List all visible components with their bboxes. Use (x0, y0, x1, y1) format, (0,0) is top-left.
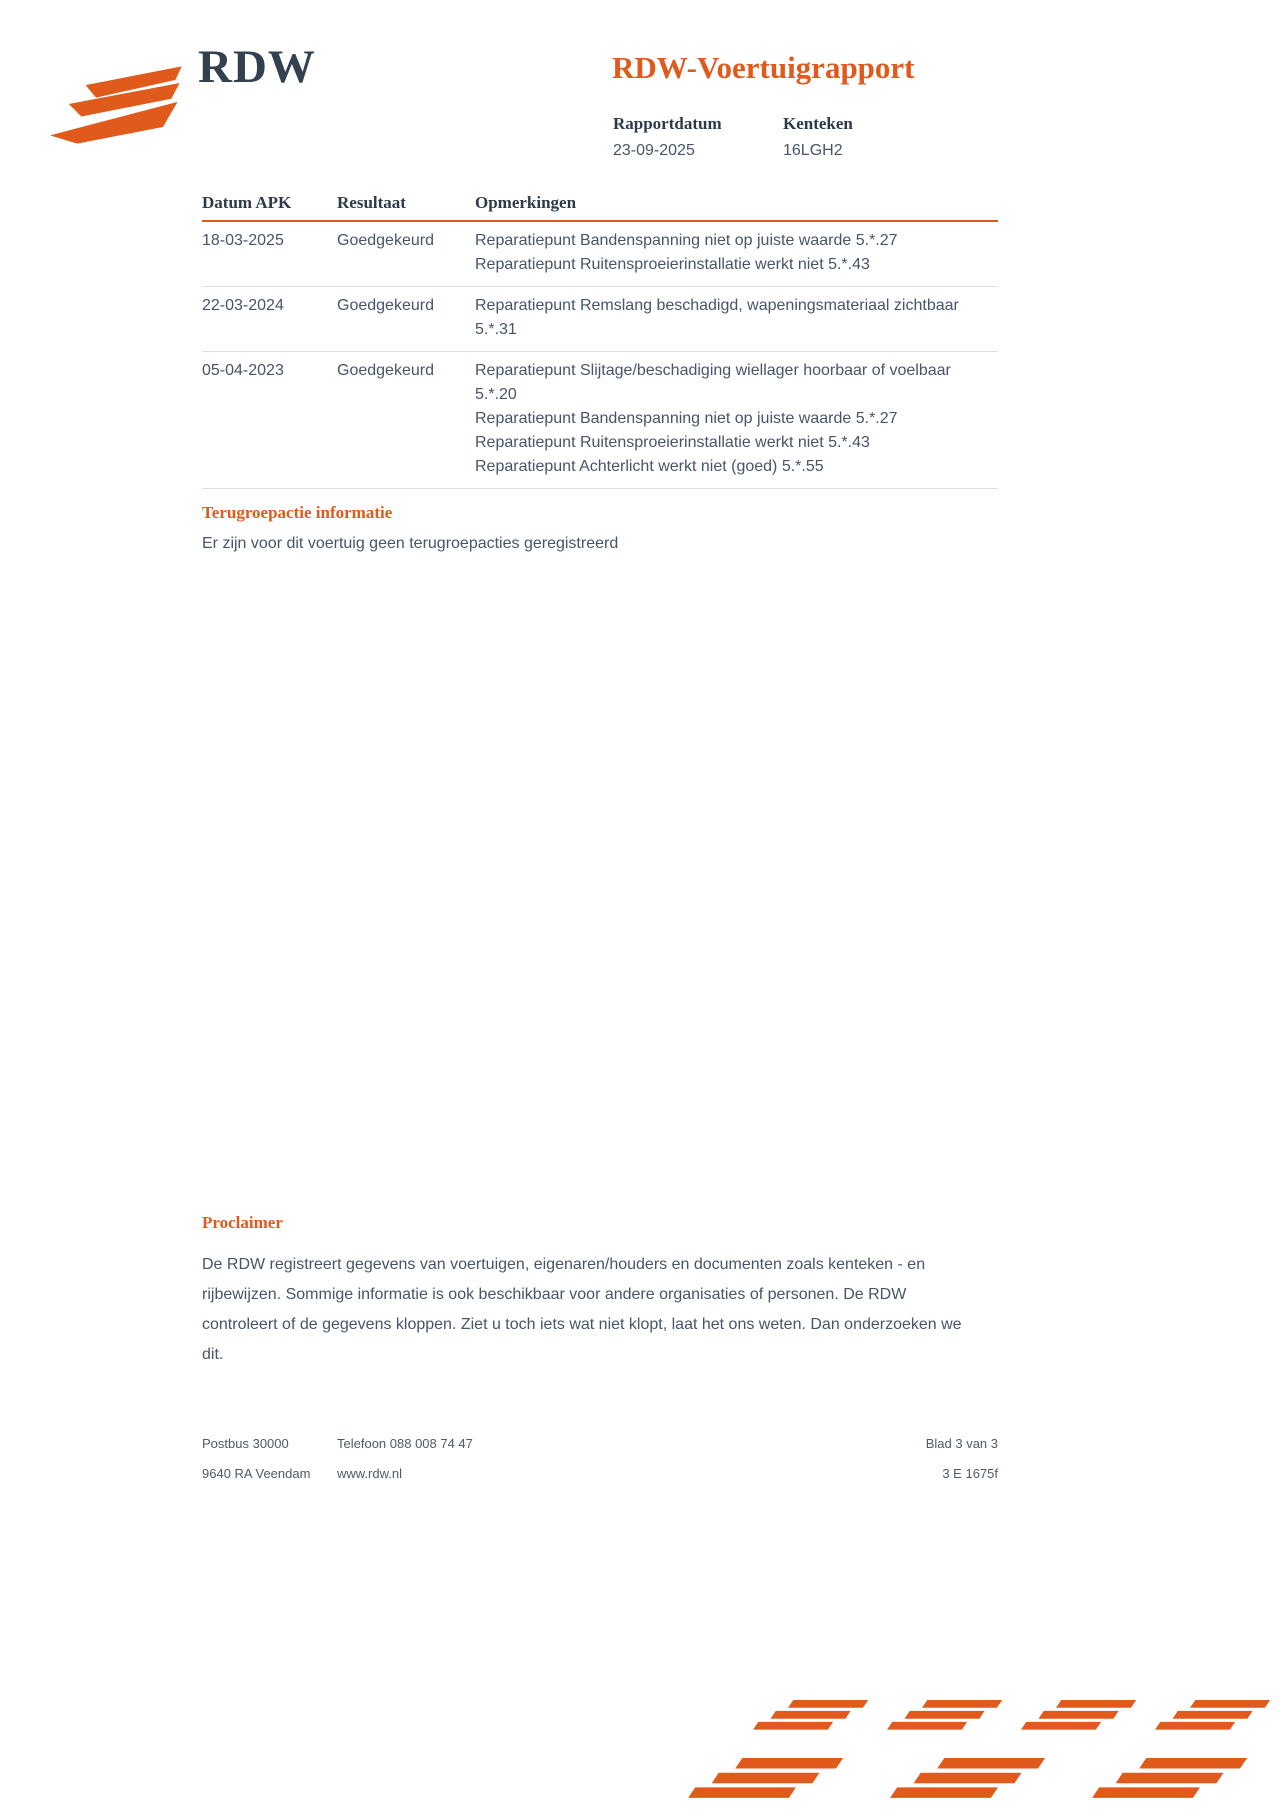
report-date-value: 23-09-2025 (613, 142, 695, 159)
apk-table-row (202, 352, 998, 489)
apk-table-row (202, 222, 998, 287)
proclaimer-section (202, 1213, 980, 1370)
apk-remark-line: Reparatiepunt Bandenspanning niet op juiste waarde 5.*.27 (475, 232, 898, 249)
footer-page-indicator: Blad 3 van 3 (925, 1436, 998, 1451)
column-header-opmerkingen: Opmerkingen (475, 193, 577, 212)
proclaimer-text: De RDW registreert gegevens van voertuigen, eigenaren/houders en documenten zoals kenteken - en rijbewijzen. Sommige informatie is ook beschikbaar voor andere organisaties of personen. De RDW controleert of de gegevens kloppen. Ziet u toch iets wat niet klopt, laat het ons weten. Dan onderzoeken we dit. (202, 1256, 962, 1363)
footer-row (202, 1436, 998, 1451)
apk-remark-line: Reparatiepunt Slijtage/beschadiging wiellager hoorbaar of voelbaar 5.*.20 (475, 362, 951, 403)
footer-postbus: Postbus 30000 (202, 1436, 289, 1451)
apk-remark-line: Reparatiepunt Bandenspanning niet op juiste waarde 5.*.27 (475, 410, 898, 427)
apk-remark-line: Reparatiepunt Remslang beschadigd, wapeningsmateriaal zichtbaar 5.*.31 (475, 297, 959, 338)
apk-remark-line: Reparatiepunt Ruitensproeierinstallatie werkt niet 5.*.43 (475, 256, 870, 273)
apk-remark-line: Reparatiepunt Ruitensproeierinstallatie werkt niet 5.*.43 (475, 434, 870, 451)
apk-remarks (475, 294, 998, 342)
recall-section-title: Terugroepactie informatie (202, 503, 393, 522)
recall-section-text: Er zijn voor dit voertuig geen terugroepacties geregistreerd (202, 535, 619, 552)
kenteken-value: 16LGH2 (783, 142, 843, 159)
apk-table-header-row (202, 193, 998, 222)
report-date-label: Rapportdatum (613, 114, 722, 133)
apk-date: 05-04-2023 (202, 362, 284, 379)
column-header-datum-apk: Datum APK (202, 193, 292, 212)
report-title: RDW-Voertuigrapport (612, 50, 915, 85)
apk-date: 18-03-2025 (202, 232, 284, 249)
apk-result: Goedgekeurd (337, 362, 434, 379)
apk-remarks (475, 359, 998, 479)
column-header-resultaat: Resultaat (337, 193, 406, 212)
footer-city: 9640 RA Veendam (202, 1466, 311, 1481)
rdw-logo-text: RDW (198, 41, 316, 93)
apk-history-table (202, 193, 998, 489)
footer-form-code: 3 E 1675f (942, 1466, 998, 1481)
report-meta (613, 114, 953, 160)
apk-result: Goedgekeurd (337, 297, 434, 314)
apk-table-row (202, 287, 998, 352)
footer-phone: Telefoon 088 008 74 47 (337, 1436, 473, 1451)
footer-website: www.rdw.nl (337, 1466, 403, 1481)
rdw-stripes-decoration (655, 1694, 1280, 1812)
report-date-block (613, 114, 783, 160)
apk-remark-line: Reparatiepunt Achterlicht werkt niet (goed) 5.*.55 (475, 458, 824, 475)
apk-date: 22-03-2024 (202, 297, 284, 314)
recall-section (202, 503, 998, 553)
page-footer (202, 1436, 998, 1496)
footer-row (202, 1466, 998, 1481)
apk-result: Goedgekeurd (337, 232, 434, 249)
kenteken-label: Kenteken (783, 114, 853, 133)
apk-remarks (475, 229, 998, 277)
rdw-flag-logo-icon (50, 66, 188, 144)
proclaimer-title: Proclaimer (202, 1213, 283, 1232)
kenteken-block (783, 114, 953, 160)
